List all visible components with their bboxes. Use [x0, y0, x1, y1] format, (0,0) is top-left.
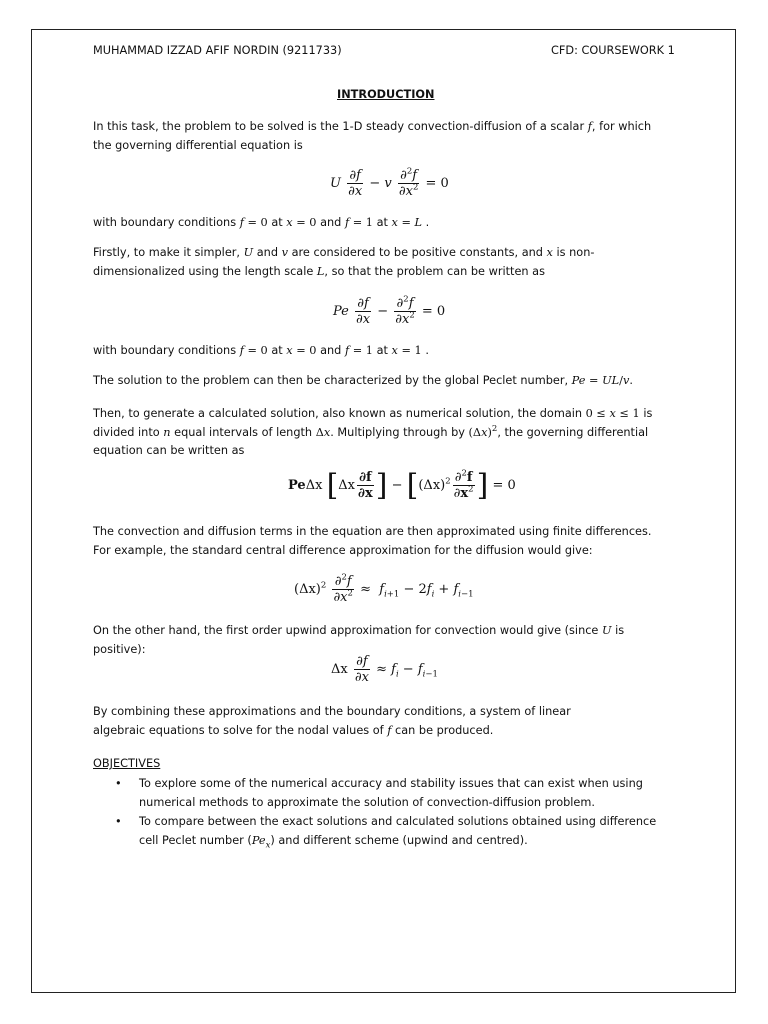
- nondimensional-equation: Pe $\frac{\partial f}{\partial x}$ − $\frac{\partial^2f}{\partial x^2}$ = 0: [333, 294, 446, 327]
- central-difference-equation: $(\Delta x)^2$ $\frac{\partial^2f}{\partial x^2}$ ≈ $f_{i+1} - 2f_i + f_{i-1}$: [294, 572, 474, 605]
- introduction-heading: INTRODUCTION: [337, 88, 435, 101]
- discretized-equation: PeΔx [Δx $\frac{\partial f}{\partial x}$ ] − [$(\Delta x)^2$ $\frac{\partial^2f}{\partial x^2}$ ] = 0: [288, 467, 516, 503]
- intro-paragraph-2: Firstly, to make it simpler, U and v are considered to be positive constants, and x is non- dimensionalized using the length scale L, so that the problem can be written as: [93, 246, 595, 278]
- objective-item: • To explore some of the numerical accuracy and stability issues that can exist when using numerical methods to approximate the solution of convection-diffusion problem.: [93, 775, 673, 812]
- intro-paragraph-4: Then, to generate a calculated solution, also known as numerical solution, the domain 0 ≤ x ≤ 1 is divided into n equal intervals of length Δx. Multiplying through by $(\Delta x)^2$, the governing differential equation can be written as: [93, 407, 653, 457]
- intro-paragraph-6: On the other hand, the first order upwind approximation for convection would give (since U is positive):: [93, 624, 625, 656]
- objectives-list: [93, 775, 673, 851]
- header-course: CFD: COURSEWORK 1: [551, 44, 675, 57]
- intro-paragraph-5: The convection and diffusion terms in the equation are then approximated using finite differences. For example, the standard central difference approximation for the diffusion would give:: [93, 525, 652, 557]
- intro-paragraph-7: By combining these approximations and the boundary conditions, a system of linear algebraic equations to solve for the nodal values of f can be produced.: [93, 705, 571, 737]
- objective-item: • To compare between the exact solutions and calculated solutions obtained using difference cell Peclet number $(Pe_x)$ and different scheme (upwind and centred).: [93, 813, 673, 850]
- peclet-paragraph: The solution to the problem can then be characterized by the global Peclet number, Pe = UL/v.: [93, 374, 633, 387]
- boundary-conditions-2: with boundary conditions f = 0 at x = 0 and f = 1 at x = 1 .: [93, 344, 429, 357]
- intro-paragraph-1: In this task, the problem to be solved is the 1-D steady convection-diffusion of a scalar f, for which the governing differential equation is: [93, 120, 652, 152]
- boundary-conditions-1: with boundary conditions f = 0 at x = 0 and f = 1 at x = L .: [93, 216, 430, 229]
- governing-equation: U $\frac{\partial f}{\partial x}$ − v $\frac{\partial^2f}{\partial x^2}$ = 0: [330, 166, 449, 199]
- header-author: MUHAMMAD IZZAD AFIF NORDIN (9211733): [93, 44, 342, 57]
- upwind-equation: Δx $\frac{\partial f}{\partial x}$ ≈ $f_i - f_{i-1}$: [331, 654, 438, 685]
- objectives-heading: OBJECTIVES: [93, 757, 161, 770]
